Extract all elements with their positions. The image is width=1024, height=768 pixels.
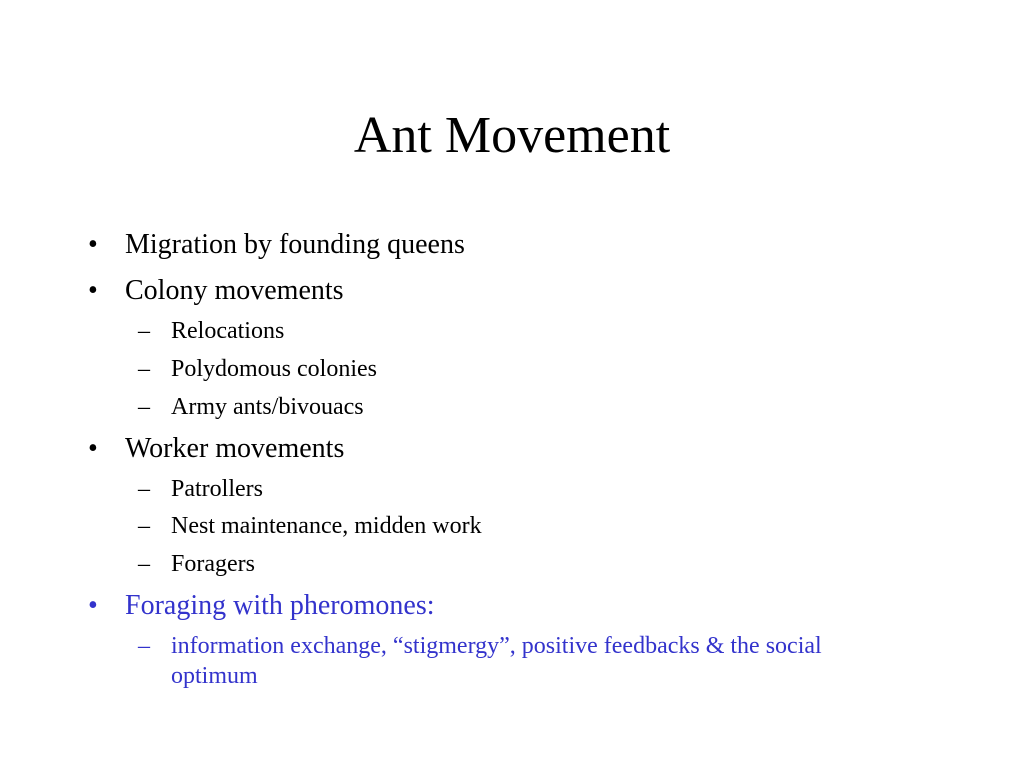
dash-icon: – [138, 476, 150, 502]
dash-icon: – [138, 513, 150, 539]
dash-icon: – [138, 551, 150, 577]
sub-bullet-text: information exchange, “stigmergy”, positive feedbacks & the social optimum [171, 633, 822, 689]
sub-bullet-text: Relocations [171, 318, 285, 344]
bullet-icon: • [88, 275, 98, 306]
sub-bullet-text: Polydomous colonies [171, 356, 378, 382]
sub-bullet-text: Army ants/bivouacs [171, 394, 364, 420]
bullet-icon: • [88, 590, 98, 621]
bullet-text: Foraging with pheromones: [125, 590, 435, 621]
dash-icon: – [138, 633, 150, 659]
slide-title: Ant Movement [353, 107, 671, 164]
dash-icon: – [138, 356, 150, 382]
sub-bullet-text: Foragers [171, 551, 255, 577]
bullet-icon: • [88, 433, 98, 464]
bullet-text: Colony movements [125, 275, 344, 306]
sub-bullet-text: Nest maintenance, midden work [171, 513, 482, 539]
bullet-icon: • [88, 229, 98, 260]
sub-bullet-text: Patrollers [171, 476, 263, 502]
bullet-text: Worker movements [125, 433, 345, 464]
dash-icon: – [138, 318, 150, 344]
bullet-text: Migration by founding queens [125, 229, 465, 260]
dash-icon: – [138, 394, 150, 420]
